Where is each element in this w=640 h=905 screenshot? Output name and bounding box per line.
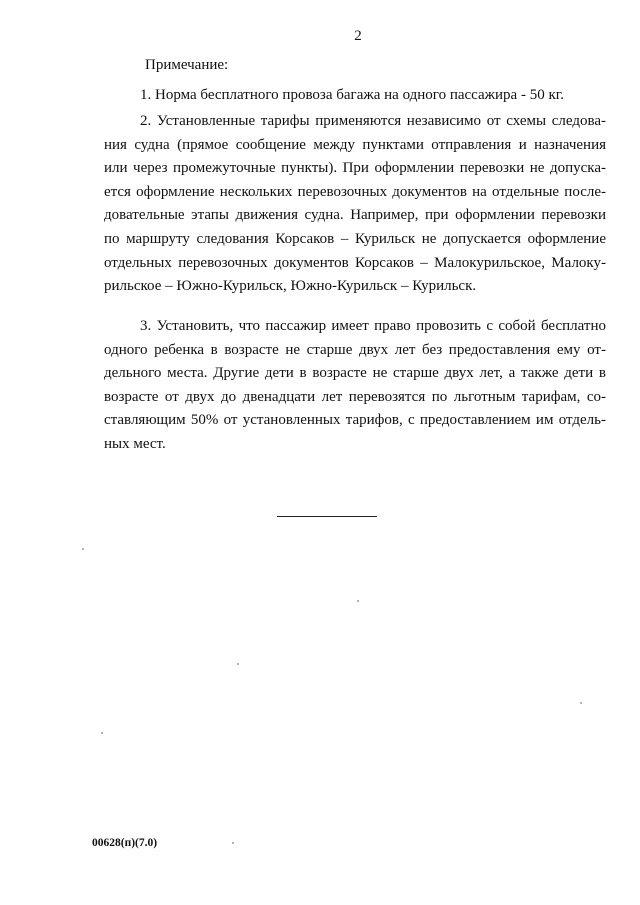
note-line: или через промежуточные пункты). При оформлении перевозки не допуска- (104, 160, 606, 177)
note-line: отдельных перевозочных документов Корсаков – Малокурильское, Малоку- (104, 254, 606, 271)
note-paragraph-2 (104, 110, 606, 299)
note-line: рильское – Южно-Курильск, Южно-Курильск – Курильск. (104, 278, 477, 295)
note-paragraph-3 (104, 315, 606, 457)
note-line: 2. Установленные тарифы применяются независимо от схемы следова- (140, 113, 606, 129)
note-line: ставляющим 50% от установленных тарифов, с предоставлением им отдель- (104, 412, 606, 429)
note-line: 3. Установить, что пассажир имеет право провозить с собой бесплатно (140, 318, 606, 334)
note-line: 1. Норма бесплатного провоза багажа на одного пассажира - 50 кг. (140, 87, 564, 103)
note-title: Примечание: (145, 57, 229, 73)
note-line: одного ребенка в возрасте не старше двух лет без предоставления ему от- (104, 341, 606, 358)
scan-speck (580, 702, 582, 704)
separator-rule (277, 516, 377, 517)
note-line: ется оформление нескольких перевозочных документов на отдельные после- (104, 183, 606, 200)
scan-speck (232, 842, 234, 844)
scan-speck (82, 548, 84, 550)
note-line: ния судна (прямое сообщение между пунктами отправления и назначения (104, 136, 606, 153)
note-line: довательные этапы движения судна. Например, при оформлении перевозки (104, 207, 606, 224)
page-number: 2 (354, 28, 362, 44)
scan-speck (101, 732, 103, 734)
document-code: 00628(п)(7.0) (92, 837, 158, 849)
note-line: по маршруту следования Корсаков – Курильск не допускается оформление (104, 230, 606, 247)
note-line: возрасте от двух до двенадцати лет перевозятся по льготным тарифам, со- (104, 388, 606, 405)
scan-speck (237, 663, 239, 665)
scan-speck (357, 600, 359, 602)
note-line: ных мест. (104, 435, 166, 452)
note-line: дельного места. Другие дети в возрасте не старше двух лет, а также дети в (104, 365, 606, 382)
note-paragraph-1 (104, 84, 606, 108)
